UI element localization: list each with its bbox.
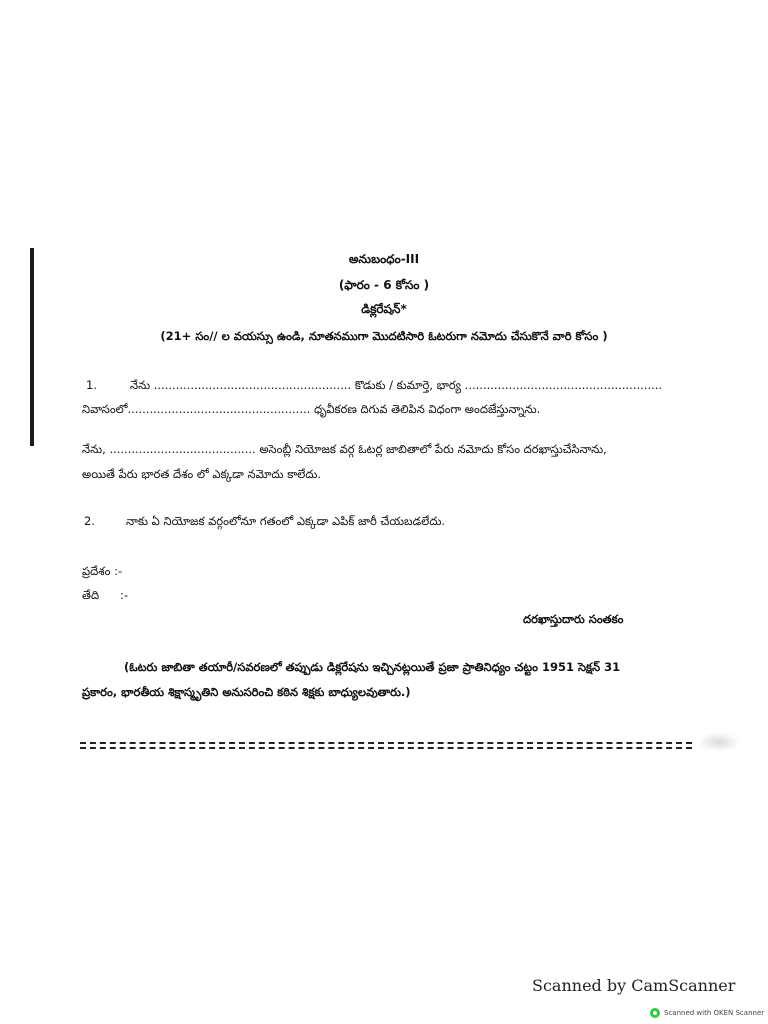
- declaration-subtitle: (21+ సం// ల వయస్సు ఉండి, నూతనముగా మొదటిసారి ఓటరుగా నమోదు చేసుకొనే వారి కోసం ): [160, 329, 608, 343]
- item1-line2-end: ధృవీకరణ దిగువ తెలిపిన విధంగా అందజేస్తున్నాను.: [313, 402, 541, 416]
- footnote-line1: (ఓటరు జాబితా తయారీ/సవరణలో తప్పుడు డిక్లరేషను ఇచ్చినట్లయితే ప్రజా ప్రాతినిధ్యం చట్టం 1951 సెక్షన్ 31: [124, 660, 621, 674]
- item1-line2-start: నివాసంలో: [82, 402, 128, 416]
- item1-name-blank: ......................................................: [153, 378, 352, 392]
- oken-logo-icon: [650, 1008, 660, 1018]
- para-line1: [82, 442, 607, 459]
- scan-smudge: [698, 732, 740, 752]
- item2-text: నాకు ఏ నియోజక వర్గంలోనూ గతంలో ఎక్కడా ఎపిక్ జారీ చేయబడలేదు.: [126, 514, 446, 528]
- item2-number: 2.: [84, 514, 95, 528]
- oken-watermark: [650, 1008, 764, 1018]
- dashed-divider: [80, 742, 692, 744]
- item1-residence-blank: ..................................................: [127, 402, 311, 416]
- item1-relation-blank: ......................................................: [464, 378, 663, 392]
- oken-watermark-text: Scanned with OKEN Scanner: [664, 1009, 765, 1017]
- place-label: ప్రదేశం :-: [82, 564, 123, 578]
- item1-relation-text: కొడుకు / కుమార్తె, భార్య: [354, 378, 462, 392]
- dashed-divider-lower: [80, 747, 692, 749]
- para-start: నేను,: [82, 442, 106, 456]
- form-reference: (ఫారం - 6 కోసం ): [338, 278, 430, 292]
- date-label: తేది: [82, 588, 100, 602]
- date-colon: :-: [120, 588, 129, 602]
- camscanner-watermark: Scanned by CamScanner: [532, 976, 736, 995]
- item1-number: 1.: [86, 378, 97, 392]
- declaration-title: డిక్లరేషన్*: [361, 302, 407, 316]
- para-text: అసెంబ్లీ నియోజక వర్గ ఓటర్ల జాబితాలో పేరు నమోదు కోసం దరఖాస్తుచేసినాను,: [259, 442, 607, 456]
- item1-line1-start: నేను: [130, 378, 151, 392]
- item1-line2: [82, 402, 540, 419]
- applicant-signature-label: దరఖాస్తుదారు సంతకం: [523, 612, 624, 626]
- para-constituency-blank: ........................................: [109, 442, 256, 456]
- footnote-line2: ప్రకారం, భారతీయ శిక్షాస్మృతిని అనుసరించి కఠిన శిక్షకు బాధ్యులవుతారు.): [82, 685, 411, 699]
- item1-line1: [130, 378, 662, 395]
- para-line2: అయితే పేరు భారత దేశం లో ఎక్కడా నమోదు కాలేదు.: [82, 467, 322, 481]
- annexure-heading: అనుబంధం-III: [348, 252, 420, 266]
